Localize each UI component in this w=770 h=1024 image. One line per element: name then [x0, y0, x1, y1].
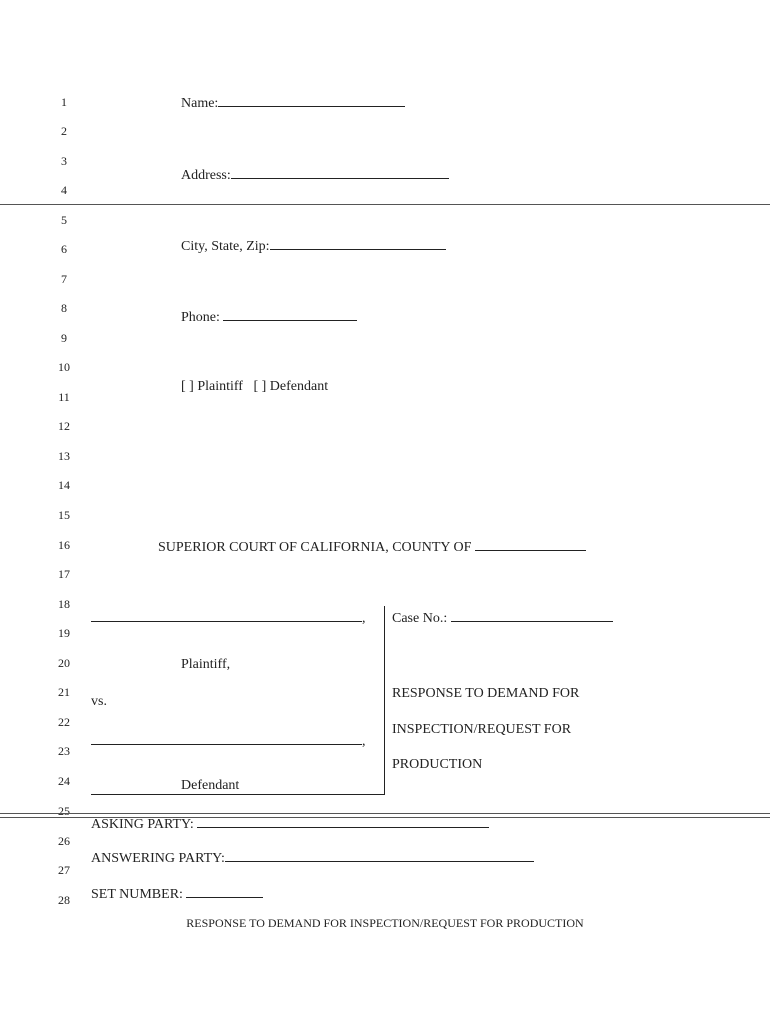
line-number: 25 [58, 804, 70, 818]
plaintiff-name-blank[interactable] [91, 609, 362, 622]
city-state-zip-field[interactable] [181, 237, 446, 255]
defendant-name-blank[interactable] [91, 732, 362, 745]
footer-title: RESPONSE TO DEMAND FOR INSPECTION/REQUEST FOR PRODUCTION [186, 916, 584, 930]
line-number: 12 [58, 419, 70, 433]
plaintiff-name-line[interactable] [91, 609, 366, 627]
line-number: 28 [58, 893, 70, 907]
line-number: 10 [58, 360, 70, 374]
line-number: 2 [61, 124, 67, 138]
address-field[interactable] [181, 166, 449, 184]
line-number: 26 [58, 834, 70, 848]
document-title-line-1: RESPONSE TO DEMAND FOR [392, 686, 580, 701]
set-number-blank[interactable] [186, 885, 263, 898]
line-number: 14 [58, 478, 70, 492]
name-blank[interactable] [218, 94, 405, 107]
line-number: 7 [61, 272, 67, 286]
line-number: 21 [58, 685, 70, 699]
city-state-zip-label: City, State, Zip: [181, 239, 270, 254]
case-number-blank[interactable] [451, 609, 613, 622]
city-state-zip-blank[interactable] [270, 237, 446, 250]
asking-party-field[interactable] [91, 815, 489, 833]
address-label: Address: [181, 168, 231, 183]
line-number: 8 [61, 301, 67, 315]
line-number: 13 [58, 449, 70, 463]
vs-label: vs. [91, 694, 107, 709]
set-number-field[interactable] [91, 885, 263, 903]
plaintiff-label: Plaintiff, [181, 657, 231, 672]
line-number: 22 [58, 715, 70, 729]
line-number: 17 [58, 567, 70, 581]
line-number: 3 [61, 154, 67, 168]
line-number: 16 [58, 538, 70, 552]
name-field[interactable] [181, 94, 405, 112]
name-label: Name: [181, 96, 219, 111]
line-number: 15 [58, 508, 70, 522]
court-title-text: SUPERIOR COURT OF CALIFORNIA, COUNTY OF [158, 540, 472, 555]
case-number-label: Case No.: [392, 611, 448, 626]
comma: , [362, 611, 366, 626]
answering-party-field[interactable] [91, 849, 534, 867]
line-number: 24 [58, 774, 70, 788]
answering-party-blank[interactable] [225, 849, 534, 862]
set-number-label: SET NUMBER: [91, 887, 183, 902]
document-title-line-2: INSPECTION/REQUEST FOR [392, 722, 572, 737]
caption-bottom-line [91, 794, 385, 795]
defendant-label: Defendant [181, 778, 240, 793]
case-number-field[interactable] [392, 609, 613, 627]
phone-label: Phone: [181, 310, 220, 325]
line-number: 19 [58, 626, 70, 640]
caption-rule-upper [0, 813, 770, 814]
line-number: 27 [58, 863, 70, 877]
court-title [158, 538, 586, 556]
line-number: 9 [61, 331, 67, 345]
caption-divider [384, 606, 385, 795]
phone-field[interactable] [181, 308, 357, 326]
party-checkboxes[interactable]: [ ] Plaintiff [ ] Defendant [181, 379, 329, 394]
phone-blank[interactable] [223, 308, 357, 321]
top-rule [0, 204, 770, 205]
document-title-line-3: PRODUCTION [392, 757, 483, 772]
answering-party-label: ANSWERING PARTY: [91, 851, 225, 866]
line-number: 18 [58, 597, 70, 611]
address-blank[interactable] [231, 166, 449, 179]
line-number: 20 [58, 656, 70, 670]
asking-party-label: ASKING PARTY: [91, 817, 194, 832]
asking-party-blank[interactable] [197, 815, 489, 828]
line-number: 11 [58, 390, 70, 404]
county-blank[interactable] [475, 538, 586, 551]
line-number: 5 [61, 213, 67, 227]
defendant-name-line[interactable] [91, 732, 366, 750]
line-number: 23 [58, 744, 70, 758]
line-number: 6 [61, 242, 67, 256]
line-number: 1 [61, 95, 67, 109]
comma: , [362, 734, 366, 749]
line-number: 4 [61, 183, 67, 197]
